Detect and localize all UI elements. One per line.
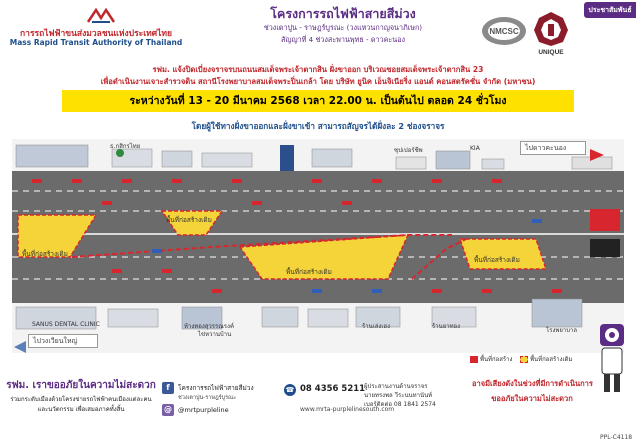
zone-label: พื้นที่ก่อสร้างเดิม xyxy=(474,256,520,264)
legend-swatch-old xyxy=(520,356,528,363)
unique-logo xyxy=(530,10,572,56)
project-title: โครงการรถไฟฟ้าสายสีม่วง xyxy=(270,6,416,21)
notice-section xyxy=(0,62,636,138)
zone-label: พื้นที่ก่อสร้างเดิม xyxy=(166,216,212,224)
legend-swatch-new xyxy=(470,356,478,363)
footer xyxy=(0,372,636,447)
traffic-note: โดยผู้ใช้ทางฝั่งขาออกและฝั่งขาเข้า สามารถสัญจรได้ฝั่งละ 2 ช่องจราจร xyxy=(191,121,445,131)
place-kia: KIA xyxy=(470,145,480,152)
place-shop1b: ไข่หวานบ้าน xyxy=(198,331,232,338)
zone-label: พื้นที่ก่อสร้างเดิม xyxy=(22,250,68,258)
facebook-contact[interactable] xyxy=(162,382,254,402)
arrow-left-icon xyxy=(14,341,26,353)
contact-line-1: ผู้ประสานงานด้านจราจร xyxy=(364,383,428,390)
place-bank: ธ.กสิกรไทย xyxy=(110,143,141,150)
phone-icon: ☎ xyxy=(285,386,295,394)
contact-line-3: เบอร์ติดต่อ 08 1841 2574 xyxy=(364,401,436,408)
at-icon: @ xyxy=(164,405,172,414)
footer-title: รฟม. เราขออภัยในความไม่สะดวก xyxy=(6,380,156,391)
mrta-emblem-icon xyxy=(86,8,116,24)
website-link[interactable]: www.mrta-purplelinesouth.com xyxy=(300,406,395,413)
org-name-th: การรถไฟฟ้าขนส่งมวลชนแห่งประเทศไทย xyxy=(20,29,172,39)
place-dental: SANUS DENTAL CLINIC xyxy=(32,321,100,328)
footer-line-1: ร่วมกระดับเมืองด้วยโครงข่ายรถไฟฟ้าคนเมืองแต่ละคน xyxy=(10,396,152,403)
traffic-map xyxy=(12,139,624,353)
place-shop2: ร้านเล่งเฮง xyxy=(362,323,390,330)
footer-line-2: และนวัตกรรม เพื่อเสมอภาคทั้งสิ้น xyxy=(37,406,125,413)
contact-line-2: นายทรงพล วีระนนทานันท์ xyxy=(364,392,433,399)
facebook-label: โครงการรถไฟฟ้าสายสีม่วง xyxy=(178,384,254,392)
traffic-contact xyxy=(364,382,468,409)
phone-number[interactable]: 08 4356 5211 xyxy=(300,384,366,394)
direction-left: ไปวงเวียนใหญ่ xyxy=(28,334,98,348)
unique-logo-text: UNIQUE xyxy=(538,49,564,56)
apology-note xyxy=(472,378,592,418)
notice-line-2: เพื่อดำเนินงานเจาะสำรวจดิน สถานีโรงพยาบาลสมเด็จพระปิ่นเกล้า โดย บริษัท ยูนิค เอ็นจิเนียริ่ง แอนด์ คอนสตรัคชั่น จำกัด (มหาชน) xyxy=(100,77,536,86)
apology-line-2: ขออภัยในความไม่สะดวก xyxy=(491,394,573,403)
pr-tag: ประชาสัมพันธ์ xyxy=(584,2,636,18)
direction-right: ไปดาวคะนอง xyxy=(520,141,586,155)
date-banner: ระหว่างวันที่ 13 - 20 มีนาคม 2568 เวลา 22.00 น. เป็นต้นไป ตลอด 24 ชั่วโมง xyxy=(62,90,574,112)
instagram-label: @mrtpurpleline xyxy=(178,406,229,414)
legend-old-label: พื้นที่ก่อสร้างเดิม xyxy=(530,356,573,363)
project-contract: สัญญาที่ 4 ช่วงสะพานพุทธ - ดาวคะนอง xyxy=(280,35,406,44)
zone-label: พื้นที่ก่อสร้างเดิม xyxy=(286,268,332,276)
apology-line-1: อาจมีเสียงดังในช่วงที่มีการดำเนินการ xyxy=(472,379,593,388)
unique-emblem-icon xyxy=(530,10,572,56)
instagram-contact[interactable] xyxy=(162,404,229,416)
end-block-dark xyxy=(590,239,620,257)
document-code: PPL-C4118 xyxy=(600,434,633,441)
nmcsc-logo xyxy=(480,14,528,48)
place-shop1: ห้างทองสุวรรณรงค์ xyxy=(184,323,234,330)
org-name-en: Mass Rapid Transit Authority of Thailand xyxy=(9,38,183,47)
place-supermarket: ซุปเปอร์ชีพ xyxy=(394,147,423,154)
place-shop3: ร้านยาทอง xyxy=(432,323,461,330)
mrta-logo xyxy=(8,6,184,58)
end-block-red xyxy=(590,209,620,231)
map-legend xyxy=(470,354,600,368)
project-subtitle: ช่วงเตาปูน - ราษฎร์บูรณะ (วงแหวนกาญจนาภิเษก) xyxy=(263,23,423,32)
mascot-illustration xyxy=(594,318,630,408)
legend-new-label: พื้นที่ก่อสร้าง xyxy=(480,356,513,363)
place-hospital: โรงพยาบาล xyxy=(546,327,578,334)
facebook-icon: f xyxy=(162,382,174,394)
road-diagram xyxy=(12,139,624,353)
nmcsc-logo-text: NMCSC xyxy=(489,27,519,36)
notice-line-1: รฟม. แจ้งปิดเบี่ยงจราจรบนถนนสมเด็จพระเจ้าตากสิน ฝั่งขาออก บริเวณซอยสมเด็จพระเจ้าตากสิน 23 xyxy=(152,65,484,74)
facebook-sub: ช่วงเตาปูน-ราษฎร์บูรณะ xyxy=(178,395,237,401)
header xyxy=(0,0,636,62)
bottom-buildings xyxy=(16,299,582,329)
